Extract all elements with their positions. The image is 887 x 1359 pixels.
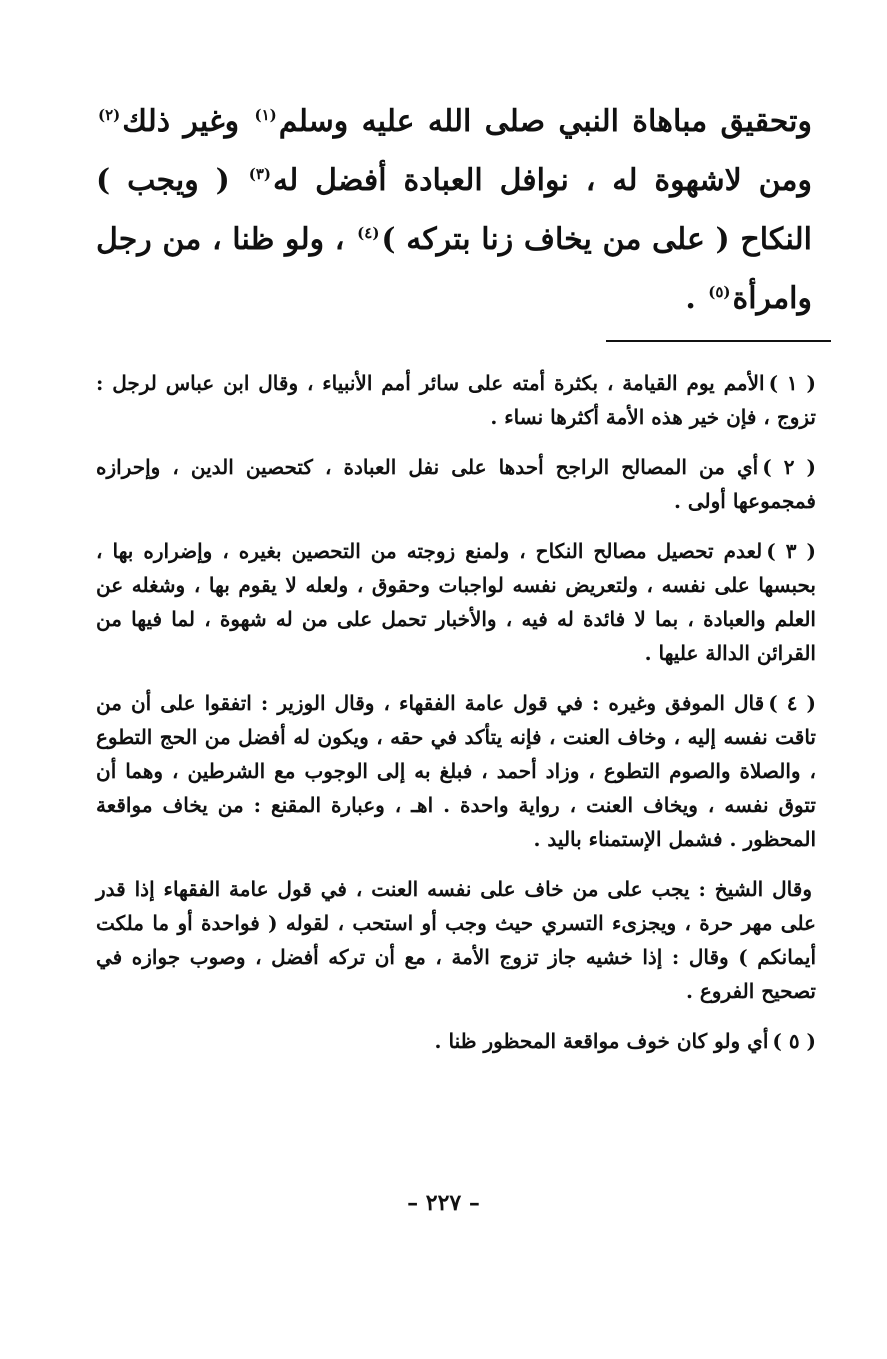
footnote-separator	[606, 340, 831, 342]
main-text	[96, 92, 812, 328]
footnote-ref: (٤)	[357, 224, 380, 242]
footnote	[96, 450, 816, 518]
footnote-number: ( ٢ )	[762, 455, 816, 479]
page-number: – ٢٢٧ –	[407, 1190, 480, 1216]
footnote-number: ( ٥ )	[772, 1029, 816, 1053]
footnote-text: الأمم يوم القيامة ، بكثرة أمته على سائر أمم الأنبياء ، وقال ابن عباس لرجل : تزوج ، فإن خير هذه الأمة أكثرها نساء .	[96, 371, 816, 429]
main-text-part: وتحقيق مباهاة النبي صلى الله عليه وسلم	[278, 104, 812, 139]
footnote-ref: (٢)	[98, 106, 121, 124]
main-text-part: ومن لاشهوة له ، نوافل العبادة أفضل له	[273, 163, 812, 198]
footnote	[96, 534, 816, 670]
footnote-text: أي ولو كان خوف مواقعة المحظور ظنا .	[434, 1029, 769, 1053]
footnote-text: وقال الشيخ : يجب على من خاف على نفسه العنت ، في قول عامة الفقهاء إذا قدر على مهر حرة ، ويجزىء التسري حيث وجب أو استحب ، لقوله ( فواحدة أو ما ملكت أيمانكم ) وقال : إذا خشيه جاز تزوج الأمة ، مع أن تركه أفضل ، وصوب جوازه في تصحيح الفروع .	[96, 877, 816, 1003]
footnote-number: ( ٤ )	[768, 691, 816, 715]
footnote-number: ( ٣ )	[766, 539, 816, 563]
footnote-number: ( ١ )	[768, 371, 816, 395]
main-text-part: ( ويجب ) النكاح ( على من يخاف زنا بتركه )	[96, 163, 812, 257]
main-text-part: وغير ذلك	[122, 104, 240, 139]
footnotes	[96, 366, 816, 1074]
footnote-text: أي من المصالح الراجح أحدها على نفل العبادة ، كتحصين الدين ، وإحرازه فمجموعها أولى .	[96, 455, 816, 513]
footnote-text: قال الموفق وغيره : في قول عامة الفقهاء ، وقال الوزير : اتفقوا على أن من تاقت نفسه إليه ، وخاف العنت ، فإنه يتأكد في حقه ، ويكون له أفضل من الحج التطوع ، والصلاة والصوم التطوع ، وزاد أحمد ، فبلغ به إلى الوجوب مع الشرطين ، وهما أن تتوق نفسه ، ويخاف العنت ، رواية واحدة . اهـ ، وعبارة المقنع : من يخاف مواقعة المحظور . فشمل الإستمناء باليد .	[96, 691, 816, 851]
footnote	[96, 1024, 816, 1058]
footnote	[96, 366, 816, 434]
footnote-ref: (٥)	[708, 283, 731, 301]
footnote-text: لعدم تحصيل مصالح النكاح ، ولمنع زوجته من التحصين بغيره ، وإضراره بها ، بحبسها على نفسه ، ولتعريض نفسه لواجبات وحقوق ، ولعله لا يقوم بها ، وشغله عن العلم والعبادة ، بما لا فائدة له فيه ، والأخبار تحمل على من له شهوة ، لما فيها من القرائن الدالة عليها .	[96, 539, 816, 665]
footnote-ref: (١)	[254, 106, 277, 124]
footnote	[96, 686, 816, 856]
main-text-part: .	[685, 281, 696, 316]
footnote-continuation	[96, 872, 816, 1008]
main-text-part: ، ولو ظنا ، من رجل وامرأة	[96, 222, 812, 316]
footnote-ref: (٣)	[248, 165, 272, 183]
